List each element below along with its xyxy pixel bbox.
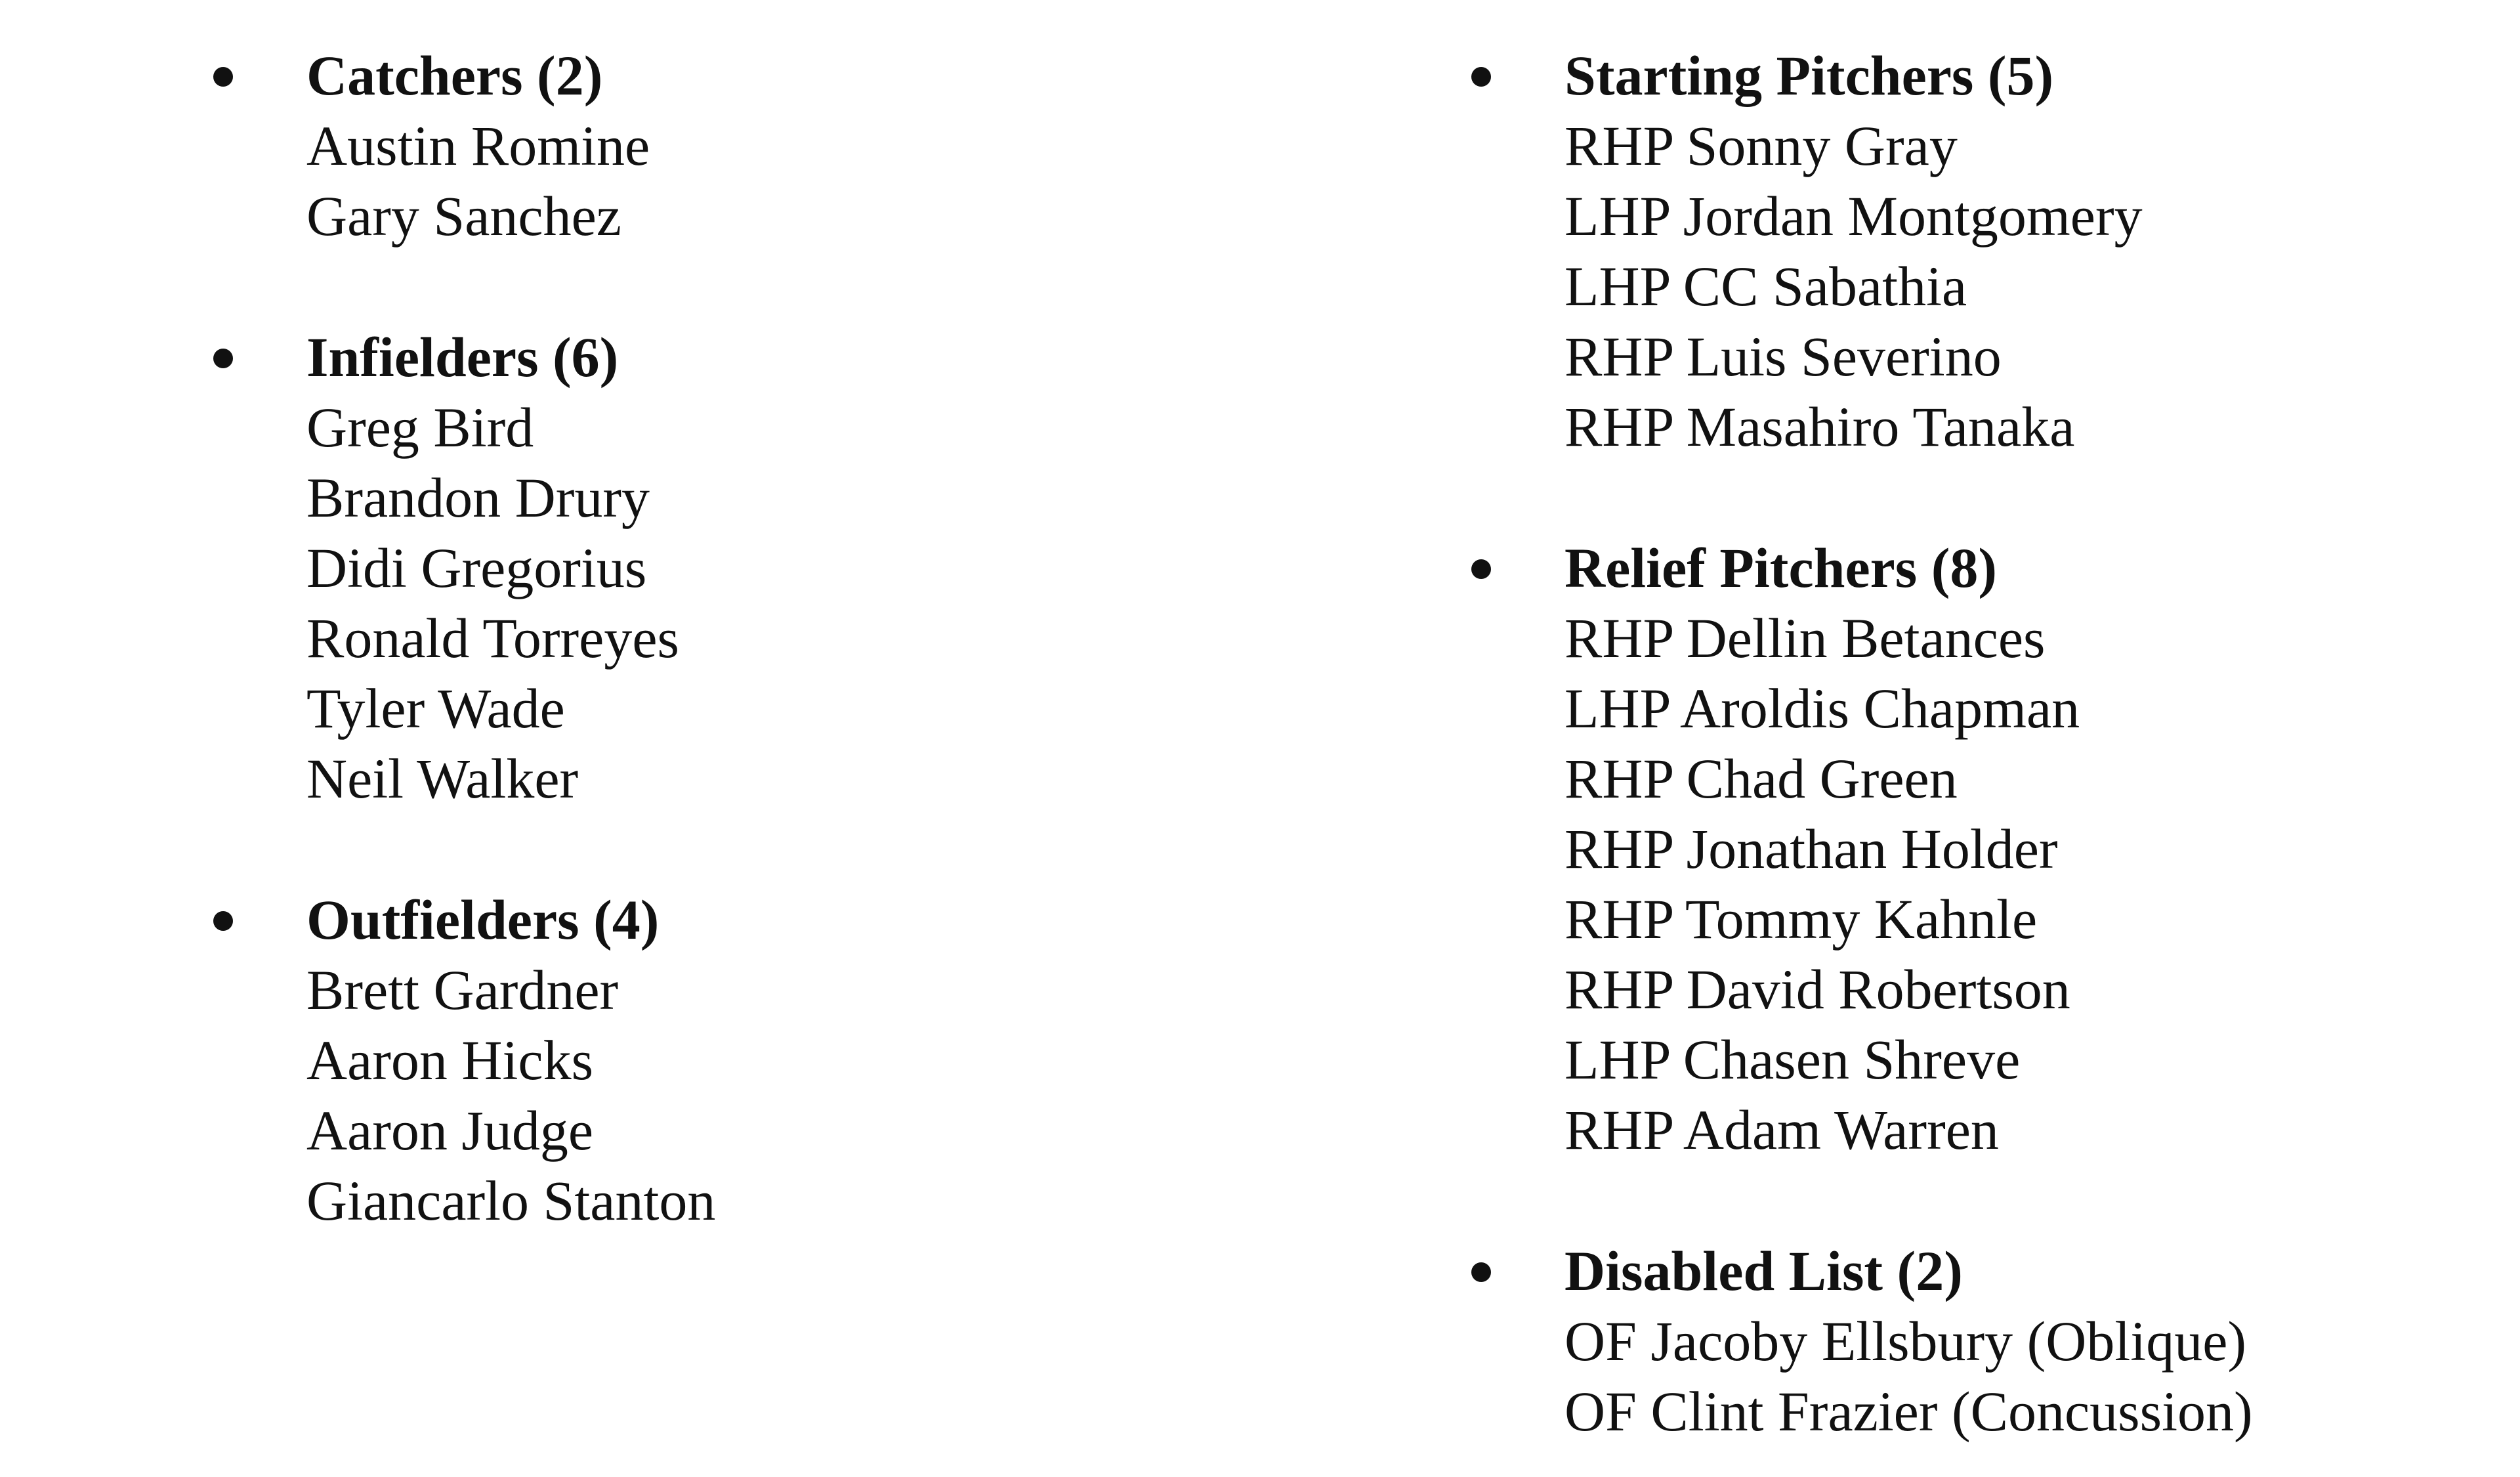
player-entry: RHP Tommy Kahnle bbox=[1564, 888, 2038, 951]
section-relief-pitchers bbox=[1471, 533, 2253, 1165]
player-entry: Austin Romine bbox=[306, 114, 650, 177]
player-entry: RHP Luis Severino bbox=[1564, 325, 2002, 388]
player-entry: RHP Masahiro Tanaka bbox=[1564, 395, 2075, 458]
left-column bbox=[213, 41, 715, 1236]
section-heading: Outfielders (4) bbox=[306, 888, 660, 951]
player-entry: LHP Chasen Shreve bbox=[1564, 1028, 2021, 1091]
player-entry: Tyler Wade bbox=[306, 677, 565, 740]
section-starting-pitchers bbox=[1471, 41, 2253, 462]
player-entry: Aaron Judge bbox=[306, 1099, 594, 1162]
section-catchers bbox=[213, 41, 715, 251]
player-entry: Gary Sanchez bbox=[306, 184, 621, 247]
bullet-icon bbox=[1471, 1262, 1491, 1282]
section-infielders bbox=[213, 322, 715, 814]
player-entry: Neil Walker bbox=[306, 747, 579, 810]
section-heading: Relief Pitchers (8) bbox=[1564, 536, 1998, 599]
player-entry: RHP Jonathan Holder bbox=[1564, 817, 2058, 880]
player-entry: LHP CC Sabathia bbox=[1564, 255, 1967, 318]
player-entry: RHP Adam Warren bbox=[1564, 1098, 1999, 1161]
right-column bbox=[1471, 41, 2253, 1447]
player-entry: Giancarlo Stanton bbox=[306, 1169, 716, 1232]
section-heading: Disabled List (2) bbox=[1564, 1239, 1963, 1302]
player-entry: OF Clint Frazier (Concussion) bbox=[1564, 1380, 2253, 1443]
player-entry: Greg Bird bbox=[306, 396, 534, 459]
player-entry: RHP Chad Green bbox=[1564, 747, 1958, 810]
player-entry: LHP Aroldis Chapman bbox=[1564, 677, 2080, 740]
section-disabled-list bbox=[1471, 1236, 2253, 1447]
player-entry: Didi Gregorius bbox=[306, 536, 647, 599]
bullet-icon bbox=[1471, 559, 1491, 579]
player-entry: Brandon Drury bbox=[306, 466, 650, 529]
bullet-icon bbox=[213, 67, 233, 87]
player-entry: OF Jacoby Ellsbury (Oblique) bbox=[1564, 1310, 2247, 1373]
player-entry: RHP Sonny Gray bbox=[1564, 114, 1958, 177]
bullet-icon bbox=[213, 911, 233, 931]
player-entry: Aaron Hicks bbox=[306, 1029, 594, 1092]
player-entry: Ronald Torreyes bbox=[306, 607, 679, 670]
section-outfielders bbox=[213, 885, 715, 1236]
player-entry: Brett Gardner bbox=[306, 958, 619, 1021]
bullet-icon bbox=[1471, 67, 1491, 87]
player-entry: LHP Jordan Montgomery bbox=[1564, 184, 2143, 247]
player-entry: RHP David Robertson bbox=[1564, 958, 2070, 1021]
section-heading: Infielders (6) bbox=[306, 326, 619, 389]
section-heading: Catchers (2) bbox=[306, 44, 603, 107]
player-entry: RHP Dellin Betances bbox=[1564, 607, 2046, 670]
bullet-icon bbox=[213, 349, 233, 368]
section-heading: Starting Pitchers (5) bbox=[1564, 44, 2054, 107]
